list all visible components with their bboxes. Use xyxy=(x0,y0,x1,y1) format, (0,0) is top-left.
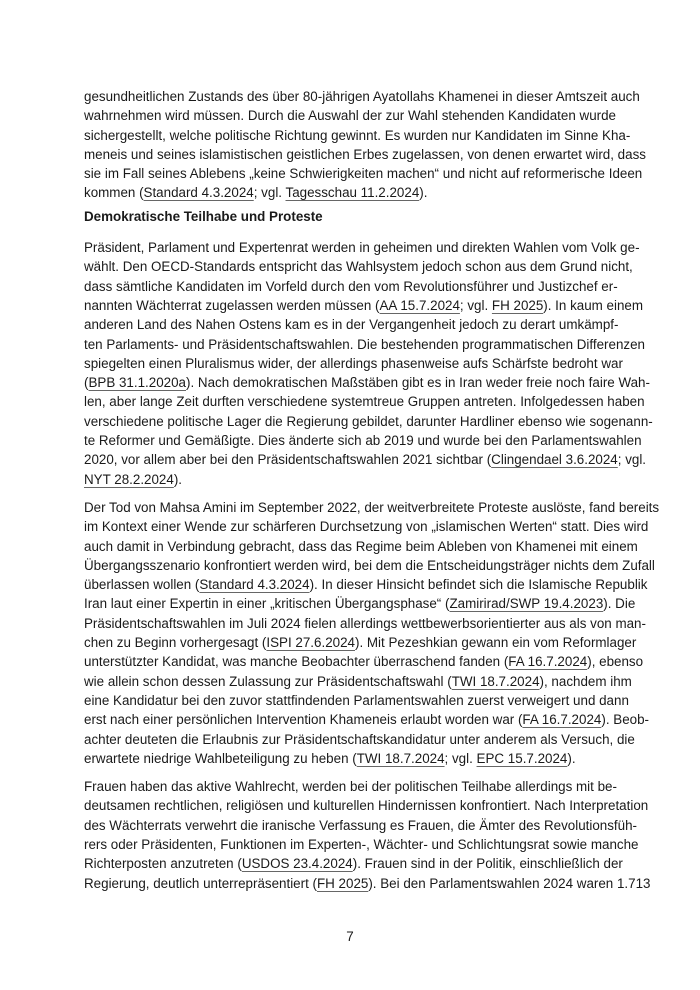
text-line xyxy=(84,835,639,854)
text-line xyxy=(84,277,616,296)
text-line xyxy=(84,373,650,392)
text-run: ; vgl. xyxy=(444,750,477,766)
source-link[interactable]: TWI 18.7.2024 xyxy=(356,750,445,766)
source-link[interactable]: Zamirirad/SWP 19.4.2023 xyxy=(449,596,604,612)
text-run: ), ebenso xyxy=(587,654,644,670)
text-run: ; vgl. xyxy=(459,297,492,313)
text-line xyxy=(84,450,647,469)
text-run: Frauen haben das aktive Wahlrecht, werden bei der politischen Teilhabe allerdings mit be- xyxy=(84,779,617,795)
text-run: achter deuteten die Erlaubnis zur Präsidentschaftskandidatur unter anderem als Versuch, die xyxy=(84,731,635,747)
text-run: ( xyxy=(84,375,89,391)
text-run: 2020, vor allem aber bei den Präsidentschaftswahlen 2021 sichtbar ( xyxy=(84,452,492,468)
text-run: ; vgl. xyxy=(617,452,647,468)
text-line xyxy=(84,594,636,613)
text-run: ). xyxy=(567,750,576,766)
text-run: ). xyxy=(173,471,183,487)
text-line xyxy=(84,575,648,594)
text-line xyxy=(84,854,623,873)
text-line xyxy=(84,238,640,257)
text-run: ). Bei den Parlamentswahlen 2024 waren 1.713 xyxy=(368,875,651,891)
text-line xyxy=(84,614,646,633)
text-line xyxy=(84,556,655,575)
text-run: ). In dieser Hinsicht befindet sich die Islamische Republik xyxy=(309,577,648,593)
text-run: Richterposten anzutreten ( xyxy=(84,856,242,872)
text-line xyxy=(84,796,649,815)
text-line xyxy=(84,296,644,315)
text-run: Übergangsszenario konfrontiert werden wird, bei dem die Entscheidungsträger nichts dem Zufall xyxy=(84,557,655,573)
text-run: rers oder Präsidenten, Funktionen im Experten-, Wächter- und Schlichtungsrat sowie manche xyxy=(84,836,639,852)
text-line xyxy=(84,633,637,652)
text-line xyxy=(84,164,643,183)
text-run: unterstützter Kandidat, was manche Beobachter überraschend fanden ( xyxy=(84,654,509,670)
text-line xyxy=(84,874,651,893)
text-run: sie im Fall seines Ablebens „keine Schwierigkeiten machen“ und nicht auf reformerische Ideen xyxy=(84,166,643,182)
paragraph xyxy=(84,87,646,203)
page-number: 7 xyxy=(346,929,354,944)
text-run: eine Kandidatur bei den zuvor stattfindenden Parlamentswahlen zuerst verweigert und dann xyxy=(84,692,629,708)
text-run: ). Beob- xyxy=(601,712,649,728)
source-link[interactable]: FH 2025 xyxy=(491,297,544,313)
text-line xyxy=(84,652,644,671)
text-line xyxy=(84,691,629,710)
paragraph xyxy=(84,238,653,489)
text-line xyxy=(84,498,660,517)
text-run: erwartete niedrige Wahlbeteiligung zu heben ( xyxy=(84,750,357,766)
source-link[interactable]: Standard 4.3.2024 xyxy=(143,185,254,201)
source-link[interactable]: FH 2025 xyxy=(316,875,369,891)
text-line xyxy=(84,87,640,106)
source-link[interactable]: EPC 15.7.2024 xyxy=(476,750,568,766)
text-run: anderen Land des Nahen Ostens kam es in der Vergangenheit jedoch zu derart umkämpf- xyxy=(84,317,619,333)
source-link[interactable]: BPB 31.1.2020a xyxy=(88,375,187,391)
text-run: kommen ( xyxy=(84,185,144,201)
text-line xyxy=(84,730,635,749)
text-line xyxy=(84,537,638,556)
text-line xyxy=(84,710,649,729)
text-line xyxy=(84,777,616,796)
text-line xyxy=(84,431,642,450)
text-run: ). xyxy=(419,185,428,201)
text-run: Präsident, Parlament und Expertenrat werden in geheimen und direkten Wahlen vom Volk ge- xyxy=(84,240,640,256)
source-link[interactable]: Tagesschau 11.2.2024 xyxy=(285,185,420,201)
source-link[interactable]: FA 16.7.2024 xyxy=(508,654,588,670)
text-run: len, aber lange Zeit durften verschiedene systemtreue Gruppen antreten. Infolgedessen haben xyxy=(84,394,645,410)
text-line xyxy=(84,412,653,431)
document-body xyxy=(84,87,660,902)
text-line xyxy=(84,335,645,354)
text-run: ). Mit Pezeshkian gewann ein vom Reformlager xyxy=(355,635,637,651)
text-run: te Reformer und Gemäßigte. Dies änderte sich ab 2019 und wurde bei den Parlamentswahlen xyxy=(84,433,642,449)
source-link[interactable]: Clingendael 3.6.2024 xyxy=(491,452,618,468)
source-link[interactable]: Standard 4.3.2024 xyxy=(199,577,310,593)
text-run: verschiedene politische Lager die Regierung gebildet, darunter Hardliner ebenso wie sogenann- xyxy=(84,413,653,429)
text-run: spiegelten einen Pluralismus wider, der allerdings phasenweise aufs Schärfste bedroht war xyxy=(84,355,623,371)
text-run: ). In kaum einem xyxy=(543,297,644,313)
text-run: wahrnehmen wird müssen. Durch die Auswahl der zur Wahl stehenden Kandidaten wurde xyxy=(84,108,616,124)
source-link[interactable]: FA 16.7.2024 xyxy=(522,712,602,728)
text-run: überlassen wollen ( xyxy=(84,577,200,593)
text-run: meneis und seines islamistischen geistlichen Erbes zugelassen, von denen erwartet wird, dass xyxy=(84,146,646,162)
source-link[interactable]: AA 15.7.2024 xyxy=(379,297,460,313)
text-run: ). Frauen sind in der Politik, einschließlich der xyxy=(352,856,623,872)
text-line xyxy=(84,470,616,489)
text-line xyxy=(84,749,616,768)
text-line xyxy=(84,145,646,164)
text-line xyxy=(84,183,616,202)
text-run: Präsidentschaftswahlen im Juli 2024 fielen allerdings wettbewerbsorientierter aus als von man- xyxy=(84,615,646,631)
text-run: ). Nach demokratischen Maßstäben gibt es in Iran weder freie noch faire Wah- xyxy=(186,375,650,391)
text-run: auch damit in Verbindung gebracht, dass das Regime beim Ableben von Khamenei mit einem xyxy=(84,538,638,554)
text-line xyxy=(84,517,649,536)
text-line xyxy=(84,672,632,691)
source-link[interactable]: TWI 18.7.2024 xyxy=(451,673,540,689)
text-run: nannten Wächterrat zugelassen werden müssen ( xyxy=(84,297,380,313)
text-line xyxy=(84,126,631,145)
text-run: deutsamen rechtlichen, religiösen und kulturellen Hindernissen konfrontiert. Nach Interpretation xyxy=(84,798,649,814)
paragraph xyxy=(84,777,651,893)
text-run: dass sämtliche Kandidaten im Vorfeld durch den vom Revolutionsführer und Justizchef er- xyxy=(84,278,618,294)
text-run: ten Parlaments- und Präsidentschaftswahlen. Die bestehenden programmatischen Differenzen xyxy=(84,336,645,352)
text-line xyxy=(84,315,619,334)
text-line xyxy=(84,816,637,835)
text-run: Iran laut einer Expertin in einer „kritischen Übergangsphase“ ( xyxy=(84,596,450,612)
text-line xyxy=(84,257,633,276)
text-run: des Wächterrats verwehrt die iranische Verfassung es Frauen, die Ämter des Revolutionsfüh- xyxy=(84,817,637,833)
source-link[interactable]: USDOS 23.4.2024 xyxy=(241,856,353,872)
text-run: gesundheitlichen Zustands des über 80-jährigen Ayatollahs Khamenei in dieser Amtszeit auch xyxy=(84,89,640,104)
text-run: chen zu Beginn vorhergesagt ( xyxy=(84,635,267,651)
text-run: Der Tod von Mahsa Amini im September 2022, der weitverbreitete Proteste auslöste, fand bereits xyxy=(84,499,660,515)
paragraph xyxy=(84,498,660,768)
text-run: erst nach einer persönlichen Intervention Khameneis erlaubt worden war ( xyxy=(84,712,523,728)
source-link[interactable]: NYT 28.2.2024 xyxy=(84,471,174,487)
text-run: ). Die xyxy=(603,596,636,612)
text-line xyxy=(84,354,623,373)
source-link[interactable]: ISPI 27.6.2024 xyxy=(266,635,355,651)
text-run: im Kontext einer Wende zur schärferen Durchsetzung von „islamischen Werten“ statt. Dies wird xyxy=(84,519,649,535)
text-line xyxy=(84,392,645,411)
text-run: wählt. Den OECD-Standards entspricht das Wahlsystem jedoch schon aus dem Grund nicht, xyxy=(84,259,633,275)
text-run: ; vgl. xyxy=(253,185,286,201)
text-run: Regierung, deutlich unterrepräsentiert ( xyxy=(84,875,317,891)
text-run: ), nachdem ihm xyxy=(539,673,632,689)
text-run: sichergestellt, welche politische Richtung gewinnt. Es wurden nur Kandidaten im Sinne Kha- xyxy=(84,127,631,143)
section-heading: Demokratische Teilhabe und Proteste xyxy=(84,208,323,224)
text-line xyxy=(84,106,616,125)
text-run: wie allein schon dessen Zulassung zur Präsidentschaftswahl ( xyxy=(84,673,452,689)
